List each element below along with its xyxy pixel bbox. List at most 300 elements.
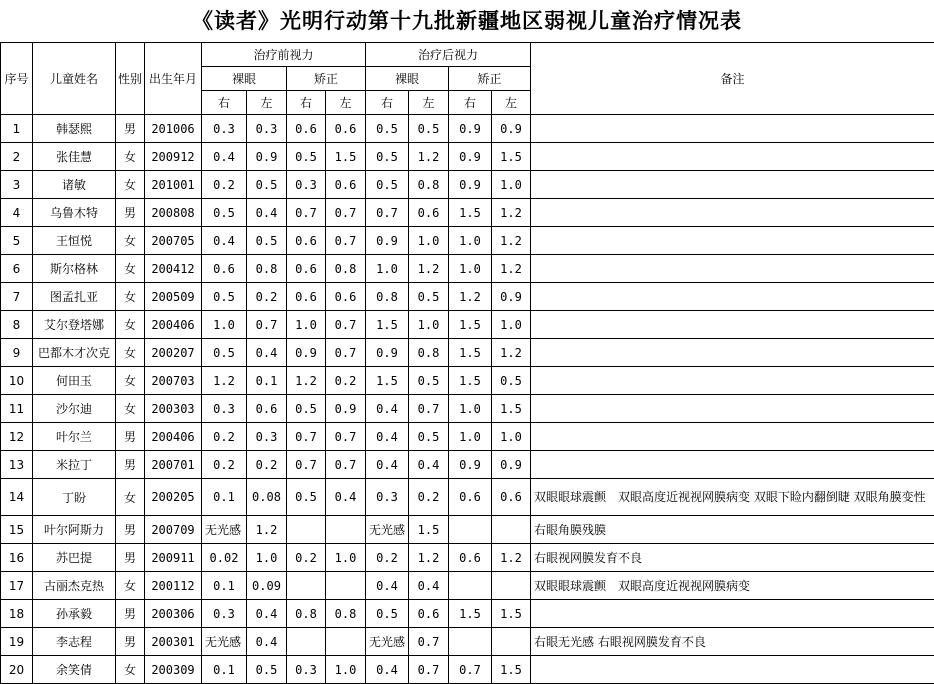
- cell-before-corrected-left: 0.4: [326, 479, 366, 516]
- cell-gender: 女: [116, 339, 145, 367]
- cell-before-corrected-left: 1.0: [326, 656, 366, 684]
- cell-seq: 8: [1, 311, 33, 339]
- cell-birth: 200709: [145, 516, 202, 544]
- cell-before-naked-left: 0.6: [247, 395, 287, 423]
- cell-before-naked-left: 0.5: [247, 227, 287, 255]
- cell-before-corrected-right: 1.0: [287, 311, 326, 339]
- cell-before-naked-right: 1.2: [202, 367, 247, 395]
- cell-before-naked-left: 0.8: [247, 255, 287, 283]
- cell-after-naked-right: 1.5: [366, 311, 409, 339]
- cell-remarks: 双眼眼球震颤 双眼高度近视视网膜病变: [531, 572, 934, 600]
- cell-name: 苏巴提: [33, 544, 116, 572]
- cell-birth: 200207: [145, 339, 202, 367]
- cell-name: 张佳慧: [33, 143, 116, 171]
- header-left: 左: [492, 91, 531, 115]
- cell-after-naked-left: 0.6: [409, 199, 449, 227]
- cell-before-corrected-right: 0.7: [287, 199, 326, 227]
- cell-before-corrected-right: [287, 516, 326, 544]
- cell-name: 王恒悦: [33, 227, 116, 255]
- cell-seq: 16: [1, 544, 33, 572]
- cell-before-naked-right: 0.3: [202, 115, 247, 143]
- cell-after-corrected-left: [492, 572, 531, 600]
- cell-before-naked-left: 0.09: [247, 572, 287, 600]
- cell-name: 斯尔格林: [33, 255, 116, 283]
- cell-before-corrected-right: 0.6: [287, 283, 326, 311]
- cell-after-naked-left: 0.6: [409, 600, 449, 628]
- cell-gender: 男: [116, 199, 145, 227]
- cell-name: 乌鲁木特: [33, 199, 116, 227]
- cell-before-corrected-left: 0.7: [326, 339, 366, 367]
- cell-before-corrected-right: 0.6: [287, 115, 326, 143]
- cell-before-corrected-left: 0.6: [326, 283, 366, 311]
- cell-before-naked-right: 0.5: [202, 283, 247, 311]
- cell-birth: 200112: [145, 572, 202, 600]
- cell-after-corrected-right: 1.0: [449, 255, 492, 283]
- cell-after-corrected-left: 0.5: [492, 367, 531, 395]
- header-before-naked: 裸眼: [202, 67, 287, 91]
- cell-remarks: [531, 283, 934, 311]
- table-row: [1, 423, 934, 451]
- cell-name: 李志程: [33, 628, 116, 656]
- cell-remarks: [531, 227, 934, 255]
- cell-after-naked-left: 0.8: [409, 171, 449, 199]
- cell-after-naked-right: 0.5: [366, 115, 409, 143]
- table-row: [1, 255, 934, 283]
- cell-after-naked-right: 0.5: [366, 171, 409, 199]
- cell-gender: 女: [116, 171, 145, 199]
- cell-before-corrected-right: 0.7: [287, 423, 326, 451]
- cell-after-naked-right: 0.2: [366, 544, 409, 572]
- cell-after-naked-left: 0.7: [409, 628, 449, 656]
- cell-name: 余笑倩: [33, 656, 116, 684]
- table-row: [1, 199, 934, 227]
- cell-birth: 200808: [145, 199, 202, 227]
- cell-after-corrected-right: 1.5: [449, 339, 492, 367]
- cell-name: 诸敏: [33, 171, 116, 199]
- cell-after-naked-left: 0.4: [409, 572, 449, 600]
- cell-after-naked-right: 0.4: [366, 423, 409, 451]
- cell-name: 米拉丁: [33, 451, 116, 479]
- table-row: [1, 451, 934, 479]
- cell-birth: 200301: [145, 628, 202, 656]
- cell-after-naked-right: 0.9: [366, 339, 409, 367]
- cell-before-naked-left: 0.5: [247, 656, 287, 684]
- cell-after-naked-right: 0.4: [366, 395, 409, 423]
- cell-before-naked-right: 无光感: [202, 516, 247, 544]
- header-name: 儿童姓名: [33, 43, 116, 115]
- cell-before-naked-right: 0.1: [202, 479, 247, 516]
- cell-birth: 200205: [145, 479, 202, 516]
- cell-before-corrected-right: 1.2: [287, 367, 326, 395]
- cell-before-corrected-right: 0.7: [287, 451, 326, 479]
- cell-gender: 女: [116, 227, 145, 255]
- cell-before-corrected-right: [287, 572, 326, 600]
- cell-after-corrected-right: 1.0: [449, 227, 492, 255]
- cell-after-corrected-right: 0.7: [449, 656, 492, 684]
- cell-after-naked-right: 1.5: [366, 367, 409, 395]
- cell-before-naked-right: 0.5: [202, 199, 247, 227]
- cell-before-naked-left: 0.2: [247, 451, 287, 479]
- cell-after-naked-right: 0.5: [366, 600, 409, 628]
- header-seq: 序号: [1, 43, 33, 115]
- cell-birth: 200705: [145, 227, 202, 255]
- table-row: [1, 572, 934, 600]
- table-row: [1, 311, 934, 339]
- header-after-corrected: 矫正: [449, 67, 531, 91]
- cell-before-corrected-right: 0.5: [287, 395, 326, 423]
- cell-after-naked-left: 1.2: [409, 143, 449, 171]
- cell-seq: 17: [1, 572, 33, 600]
- cell-after-corrected-left: 1.5: [492, 600, 531, 628]
- cell-after-naked-left: 1.0: [409, 227, 449, 255]
- cell-name: 丁盼: [33, 479, 116, 516]
- cell-after-corrected-right: [449, 628, 492, 656]
- cell-before-corrected-left: 1.0: [326, 544, 366, 572]
- cell-before-corrected-left: 0.6: [326, 171, 366, 199]
- cell-before-corrected-right: 0.8: [287, 600, 326, 628]
- cell-gender: 男: [116, 600, 145, 628]
- page-title: 《读者》光明行动第十九批新疆地区弱视儿童治疗情况表: [0, 0, 934, 42]
- cell-seq: 18: [1, 600, 33, 628]
- cell-before-naked-left: 0.7: [247, 311, 287, 339]
- table-row: [1, 544, 934, 572]
- cell-before-corrected-right: 0.6: [287, 227, 326, 255]
- table-row: [1, 143, 934, 171]
- cell-before-naked-right: 0.02: [202, 544, 247, 572]
- cell-birth: 201001: [145, 171, 202, 199]
- cell-seq: 10: [1, 367, 33, 395]
- cell-before-naked-right: 0.4: [202, 227, 247, 255]
- cell-seq: 15: [1, 516, 33, 544]
- cell-remarks: [531, 115, 934, 143]
- cell-after-corrected-left: 1.2: [492, 199, 531, 227]
- cell-gender: 女: [116, 656, 145, 684]
- header-after: 治疗后视力: [366, 43, 531, 67]
- cell-birth: 200911: [145, 544, 202, 572]
- cell-before-naked-left: 0.4: [247, 628, 287, 656]
- cell-seq: 3: [1, 171, 33, 199]
- table-row: [1, 628, 934, 656]
- cell-before-corrected-left: 0.7: [326, 199, 366, 227]
- table-row: [1, 115, 934, 143]
- cell-after-naked-left: 1.2: [409, 544, 449, 572]
- table-row: [1, 516, 934, 544]
- cell-before-naked-right: 0.2: [202, 451, 247, 479]
- cell-after-corrected-right: 1.5: [449, 600, 492, 628]
- cell-before-corrected-right: 0.9: [287, 339, 326, 367]
- cell-after-naked-left: 0.7: [409, 656, 449, 684]
- cell-before-corrected-left: 0.7: [326, 423, 366, 451]
- cell-before-corrected-right: 0.3: [287, 171, 326, 199]
- cell-birth: 200703: [145, 367, 202, 395]
- cell-gender: 男: [116, 544, 145, 572]
- cell-before-corrected-left: [326, 628, 366, 656]
- table-row: [1, 283, 934, 311]
- cell-birth: 200406: [145, 311, 202, 339]
- cell-after-corrected-right: 1.5: [449, 199, 492, 227]
- cell-after-naked-left: 1.5: [409, 516, 449, 544]
- cell-after-corrected-left: 1.5: [492, 656, 531, 684]
- cell-before-naked-left: 0.2: [247, 283, 287, 311]
- cell-seq: 9: [1, 339, 33, 367]
- cell-after-corrected-left: 1.2: [492, 255, 531, 283]
- cell-before-corrected-left: 0.7: [326, 227, 366, 255]
- cell-gender: 男: [116, 115, 145, 143]
- cell-birth: 200406: [145, 423, 202, 451]
- header-remarks: 备注: [531, 43, 934, 115]
- cell-after-naked-right: 无光感: [366, 516, 409, 544]
- cell-before-corrected-left: 0.8: [326, 255, 366, 283]
- cell-remarks: [531, 451, 934, 479]
- cell-remarks: [531, 199, 934, 227]
- cell-after-corrected-left: 1.0: [492, 311, 531, 339]
- cell-after-naked-right: 0.5: [366, 143, 409, 171]
- cell-after-naked-left: 1.0: [409, 311, 449, 339]
- cell-name: 艾尔登塔娜: [33, 311, 116, 339]
- header-right: 右: [366, 91, 409, 115]
- cell-remarks: [531, 367, 934, 395]
- cell-after-corrected-left: 1.0: [492, 423, 531, 451]
- cell-before-naked-left: 0.4: [247, 600, 287, 628]
- cell-before-corrected-left: [326, 572, 366, 600]
- header-right: 右: [202, 91, 247, 115]
- header-right: 右: [449, 91, 492, 115]
- cell-after-naked-right: 0.3: [366, 479, 409, 516]
- cell-after-corrected-right: 0.6: [449, 479, 492, 516]
- cell-seq: 2: [1, 143, 33, 171]
- cell-after-naked-right: 0.4: [366, 656, 409, 684]
- cell-before-corrected-right: [287, 628, 326, 656]
- cell-gender: 女: [116, 311, 145, 339]
- cell-remarks: 右眼视网膜发育不良: [531, 544, 934, 572]
- cell-seq: 6: [1, 255, 33, 283]
- cell-remarks: [531, 311, 934, 339]
- cell-seq: 14: [1, 479, 33, 516]
- cell-birth: 200303: [145, 395, 202, 423]
- cell-seq: 20: [1, 656, 33, 684]
- cell-before-naked-right: 0.3: [202, 600, 247, 628]
- cell-gender: 女: [116, 143, 145, 171]
- cell-after-corrected-right: 1.5: [449, 311, 492, 339]
- cell-remarks: [531, 171, 934, 199]
- cell-before-corrected-right: 0.5: [287, 143, 326, 171]
- cell-after-corrected-right: 1.2: [449, 283, 492, 311]
- cell-name: 何田玉: [33, 367, 116, 395]
- cell-seq: 11: [1, 395, 33, 423]
- cell-remarks: [531, 143, 934, 171]
- cell-after-corrected-right: 0.9: [449, 171, 492, 199]
- cell-gender: 女: [116, 572, 145, 600]
- cell-seq: 4: [1, 199, 33, 227]
- header-left: 左: [247, 91, 287, 115]
- cell-remarks: 右眼角膜残膜: [531, 516, 934, 544]
- cell-remarks: [531, 255, 934, 283]
- cell-before-naked-right: 0.3: [202, 395, 247, 423]
- table-row: [1, 339, 934, 367]
- cell-name: 巴都木才次克: [33, 339, 116, 367]
- cell-name: 图孟扎亚: [33, 283, 116, 311]
- table-row: [1, 171, 934, 199]
- table-body: [1, 115, 934, 684]
- cell-after-corrected-left: 0.9: [492, 451, 531, 479]
- vision-table: [0, 42, 934, 684]
- cell-before-corrected-left: 0.9: [326, 395, 366, 423]
- cell-name: 孙承毅: [33, 600, 116, 628]
- cell-seq: 13: [1, 451, 33, 479]
- cell-after-corrected-right: 1.5: [449, 367, 492, 395]
- cell-before-corrected-left: 0.7: [326, 311, 366, 339]
- cell-birth: 200309: [145, 656, 202, 684]
- cell-before-naked-right: 0.6: [202, 255, 247, 283]
- header-right: 右: [287, 91, 326, 115]
- cell-before-naked-left: 0.1: [247, 367, 287, 395]
- cell-before-corrected-left: 0.8: [326, 600, 366, 628]
- header-birth: 出生年月: [145, 43, 202, 115]
- table-row: [1, 600, 934, 628]
- cell-after-naked-left: 0.2: [409, 479, 449, 516]
- cell-after-corrected-left: 1.2: [492, 227, 531, 255]
- cell-name: 叶尔阿斯力: [33, 516, 116, 544]
- cell-name: 叶尔兰: [33, 423, 116, 451]
- cell-remarks: [531, 423, 934, 451]
- cell-seq: 1: [1, 115, 33, 143]
- cell-after-naked-left: 0.5: [409, 367, 449, 395]
- cell-seq: 5: [1, 227, 33, 255]
- cell-remarks: 双眼眼球震颤 双眼高度近视视网膜病变 双眼下睑内翻倒睫 双眼角膜变性: [531, 479, 934, 516]
- table-row: [1, 395, 934, 423]
- cell-gender: 女: [116, 255, 145, 283]
- cell-after-corrected-right: [449, 516, 492, 544]
- cell-after-corrected-right: 0.9: [449, 115, 492, 143]
- cell-after-corrected-left: 0.9: [492, 283, 531, 311]
- cell-after-corrected-left: 1.0: [492, 171, 531, 199]
- table-row: [1, 367, 934, 395]
- cell-after-naked-right: 0.9: [366, 227, 409, 255]
- cell-after-corrected-right: 1.0: [449, 395, 492, 423]
- cell-before-corrected-left: 1.5: [326, 143, 366, 171]
- header-left: 左: [326, 91, 366, 115]
- cell-after-corrected-right: 0.9: [449, 451, 492, 479]
- cell-before-naked-left: 1.2: [247, 516, 287, 544]
- cell-seq: 12: [1, 423, 33, 451]
- cell-before-naked-right: 0.2: [202, 423, 247, 451]
- cell-gender: 男: [116, 423, 145, 451]
- cell-gender: 男: [116, 451, 145, 479]
- cell-name: 韩瑟熙: [33, 115, 116, 143]
- header-after-naked: 裸眼: [366, 67, 449, 91]
- cell-before-corrected-left: [326, 516, 366, 544]
- cell-before-corrected-right: 0.6: [287, 255, 326, 283]
- header-before: 治疗前视力: [202, 43, 366, 67]
- cell-remarks: [531, 656, 934, 684]
- cell-before-naked-right: 0.2: [202, 171, 247, 199]
- cell-gender: 女: [116, 395, 145, 423]
- cell-remarks: 右眼无光感 右眼视网膜发育不良: [531, 628, 934, 656]
- cell-before-naked-left: 1.0: [247, 544, 287, 572]
- cell-birth: 200412: [145, 255, 202, 283]
- cell-before-naked-left: 0.08: [247, 479, 287, 516]
- cell-name: 沙尔迪: [33, 395, 116, 423]
- header-before-corrected: 矫正: [287, 67, 366, 91]
- cell-after-naked-right: 无光感: [366, 628, 409, 656]
- cell-after-naked-right: 0.7: [366, 199, 409, 227]
- cell-gender: 男: [116, 516, 145, 544]
- cell-before-corrected-right: 0.5: [287, 479, 326, 516]
- cell-after-naked-left: 0.5: [409, 283, 449, 311]
- cell-birth: 200912: [145, 143, 202, 171]
- cell-remarks: [531, 339, 934, 367]
- cell-gender: 女: [116, 283, 145, 311]
- cell-birth: 200509: [145, 283, 202, 311]
- cell-after-corrected-left: 1.5: [492, 395, 531, 423]
- cell-after-naked-right: 0.8: [366, 283, 409, 311]
- cell-before-naked-left: 0.4: [247, 339, 287, 367]
- cell-after-naked-left: 1.2: [409, 255, 449, 283]
- header-left: 左: [409, 91, 449, 115]
- cell-before-naked-right: 1.0: [202, 311, 247, 339]
- cell-after-corrected-right: [449, 572, 492, 600]
- cell-before-naked-left: 0.5: [247, 171, 287, 199]
- cell-after-corrected-left: 1.5: [492, 143, 531, 171]
- cell-before-naked-right: 无光感: [202, 628, 247, 656]
- cell-before-naked-left: 0.3: [247, 423, 287, 451]
- cell-name: 古丽杰克热: [33, 572, 116, 600]
- cell-after-naked-left: 0.5: [409, 115, 449, 143]
- cell-after-corrected-left: 0.6: [492, 479, 531, 516]
- table-row: [1, 227, 934, 255]
- cell-after-corrected-left: [492, 628, 531, 656]
- cell-gender: 女: [116, 479, 145, 516]
- cell-after-naked-left: 0.7: [409, 395, 449, 423]
- cell-after-corrected-left: 1.2: [492, 544, 531, 572]
- cell-birth: 201006: [145, 115, 202, 143]
- cell-remarks: [531, 600, 934, 628]
- cell-before-naked-right: 0.5: [202, 339, 247, 367]
- cell-after-corrected-left: 0.9: [492, 115, 531, 143]
- cell-before-corrected-left: 0.7: [326, 451, 366, 479]
- cell-before-corrected-right: 0.3: [287, 656, 326, 684]
- header-gender: 性别: [116, 43, 145, 115]
- cell-before-corrected-left: 0.6: [326, 115, 366, 143]
- table-header: [1, 43, 934, 115]
- cell-birth: 200306: [145, 600, 202, 628]
- cell-seq: 7: [1, 283, 33, 311]
- cell-after-naked-left: 0.4: [409, 451, 449, 479]
- cell-after-naked-left: 0.5: [409, 423, 449, 451]
- table-row: [1, 656, 934, 684]
- cell-before-naked-right: 0.1: [202, 572, 247, 600]
- cell-before-naked-left: 0.9: [247, 143, 287, 171]
- cell-gender: 女: [116, 367, 145, 395]
- table-row: [1, 479, 934, 516]
- cell-after-corrected-right: 1.0: [449, 423, 492, 451]
- cell-seq: 19: [1, 628, 33, 656]
- cell-before-naked-right: 0.4: [202, 143, 247, 171]
- cell-before-naked-left: 0.4: [247, 199, 287, 227]
- cell-birth: 200701: [145, 451, 202, 479]
- cell-after-naked-right: 0.4: [366, 451, 409, 479]
- cell-after-corrected-left: 1.2: [492, 339, 531, 367]
- cell-after-naked-left: 0.8: [409, 339, 449, 367]
- cell-before-naked-right: 0.1: [202, 656, 247, 684]
- cell-before-naked-left: 0.3: [247, 115, 287, 143]
- cell-after-naked-right: 1.0: [366, 255, 409, 283]
- cell-gender: 男: [116, 628, 145, 656]
- cell-before-corrected-left: 0.2: [326, 367, 366, 395]
- cell-remarks: [531, 395, 934, 423]
- cell-after-corrected-right: 0.6: [449, 544, 492, 572]
- cell-after-naked-right: 0.4: [366, 572, 409, 600]
